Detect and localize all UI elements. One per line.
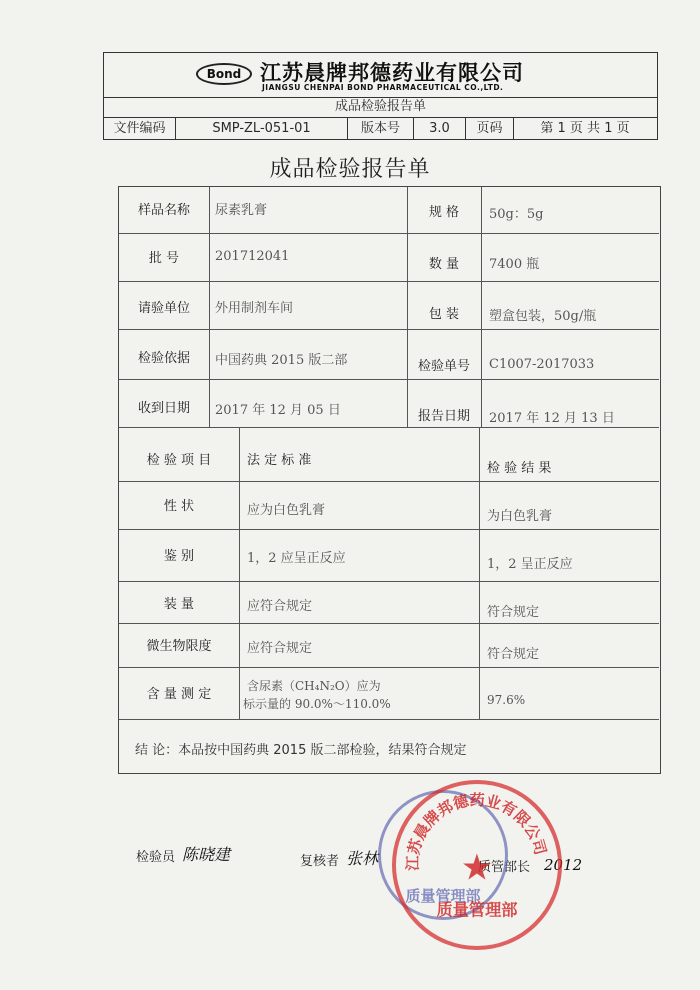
test-standard: 应符合规定 <box>247 599 313 614</box>
received-label: 收到日期 <box>137 401 190 416</box>
test-standard: 含尿素（CH₄N₂O）应为 <box>247 679 381 693</box>
version-label: 版本号 <box>348 118 414 139</box>
test-no-label: 检验单号 <box>417 359 470 374</box>
reviewer-label: 复核者 <box>300 854 340 869</box>
manager-label: 质管部长 <box>478 860 531 875</box>
sample-name: 尿素乳膏 <box>215 203 268 218</box>
page-label: 页码 <box>466 118 514 139</box>
test-result: 1，2 呈正反应 <box>487 557 573 572</box>
company-name-en: JIANGSU CHENPAI BOND PHARMACEUTICAL CO.,LTD. <box>262 83 504 92</box>
conclusion: 结 论：本品按中国药典 2015 版二部检验，结果符合规定 <box>135 743 467 758</box>
test-result: 为白色乳膏 <box>487 509 553 524</box>
inspector-signature: 陈晓建 <box>182 845 231 864</box>
report-grid <box>118 186 661 774</box>
batch-value: 201712041 <box>215 249 290 264</box>
packing-label: 包 装 <box>428 307 460 322</box>
batch-label: 批 号 <box>148 251 180 266</box>
page-value: 第 1 页 共 1 页 <box>540 121 630 136</box>
test-result: 符合规定 <box>487 647 540 662</box>
seal-graphic <box>396 784 558 946</box>
requester-value: 外用制剂车间 <box>215 301 294 316</box>
test-result: 97.6% <box>487 693 526 707</box>
seal-bottom-text: 质量管理部 <box>436 900 518 920</box>
document-meta-row <box>103 118 658 140</box>
file-no: SMP-ZL-051-01 <box>176 118 348 139</box>
company-header <box>103 52 658 98</box>
test-result: 符合规定 <box>487 605 540 620</box>
qty-label: 数 量 <box>428 257 460 272</box>
manager-signature: 2012 <box>544 856 583 874</box>
company-logo: Bond <box>196 63 252 85</box>
version-value: 3.0 <box>414 118 466 139</box>
file-no-label: 文件编码 <box>104 118 176 139</box>
report-date-label: 报告日期 <box>417 409 470 424</box>
reviewer-signature: 张林 <box>346 849 379 868</box>
test-standard: 1，2 应呈正反应 <box>247 551 346 566</box>
test-no-value: C1007-2017033 <box>489 357 595 372</box>
test-standard-line-2: 标示量的 90.0%～110.0% <box>243 697 391 711</box>
basis-value: 中国药典 2015 版二部 <box>215 353 348 368</box>
qty-value: 7400 瓶 <box>489 257 540 272</box>
test-item: 装 量 <box>163 597 195 612</box>
company-seal <box>392 780 562 950</box>
report-date: 2017 年 12 月 13 日 <box>489 411 615 426</box>
sample-name-label: 样品名称 <box>137 203 190 218</box>
seal-star-icon: ★ <box>460 845 494 889</box>
qa-stamp-text: 质量管理部 <box>405 887 481 905</box>
test-item: 鉴 别 <box>163 549 195 564</box>
company-name-cn: 江苏晨牌邦德药业有限公司 <box>260 61 524 85</box>
test-standard: 应符合规定 <box>247 641 313 656</box>
tests-header-item: 检 验 项 目 <box>146 453 212 468</box>
basis-label: 检验依据 <box>137 351 190 366</box>
test-item: 含 量 测 定 <box>146 687 212 702</box>
spec-label: 规 格 <box>428 205 460 220</box>
tests-header-standard: 法 定 标 准 <box>247 453 312 468</box>
seal-ring-text: 江苏晨牌邦德药业有限公司 <box>403 791 550 871</box>
inspector-label: 检验员 <box>136 850 176 865</box>
report-title: 成品检验报告单 <box>269 157 431 182</box>
test-item: 性 状 <box>163 499 195 514</box>
test-item: 微生物限度 <box>146 639 212 654</box>
requester-label: 请验单位 <box>137 301 190 316</box>
tests-header-result: 检 验 结 果 <box>487 461 552 476</box>
test-standard: 应为白色乳膏 <box>247 503 326 518</box>
packing-value: 塑盒包装，50g/瓶 <box>489 309 597 324</box>
spec-value: 50g：5g <box>489 207 544 222</box>
header-doc-title: 成品检验报告单 <box>103 96 658 118</box>
received-date: 2017 年 12 月 05 日 <box>215 403 341 418</box>
